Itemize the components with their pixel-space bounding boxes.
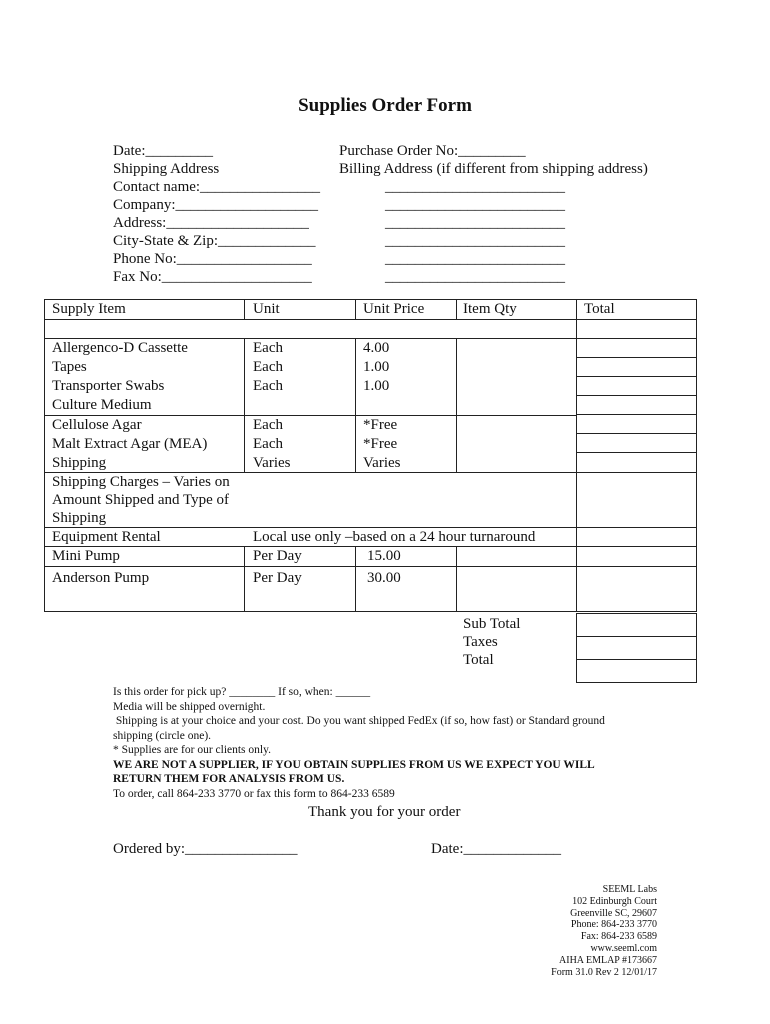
page-title: Supplies Order Form bbox=[298, 95, 472, 116]
header-unit-price: Unit Price bbox=[363, 301, 425, 317]
contact-name-field[interactable]: Contact name:________________ bbox=[113, 179, 321, 195]
address-field[interactable]: Address:___________________ bbox=[113, 215, 309, 231]
billing-line[interactable]: ________________________ bbox=[385, 179, 565, 195]
total-cell[interactable] bbox=[576, 527, 697, 547]
table-row-item: Culture Medium bbox=[52, 397, 152, 413]
table-row-item: Malt Extract Agar (MEA) bbox=[52, 436, 208, 452]
shipping-address-label: Shipping Address bbox=[113, 161, 220, 177]
equipment-rental-note: Local use only –based on a 24 hour turnaround bbox=[253, 529, 536, 545]
order-date-field[interactable]: Date:_____________ bbox=[431, 841, 561, 857]
subtotal-label: Sub Total bbox=[463, 616, 521, 632]
table-row-unit: Varies bbox=[253, 455, 291, 471]
table-row-unit: Each bbox=[253, 417, 283, 433]
total-cell[interactable] bbox=[576, 319, 697, 339]
total-label: Total bbox=[463, 652, 494, 668]
supplier-warning-cont: RETURN THEM FOR ANALYSIS FROM US. bbox=[113, 773, 345, 785]
table-row-unit: Each bbox=[253, 340, 283, 356]
billing-info bbox=[339, 142, 648, 178]
company-field[interactable]: Company:___________________ bbox=[113, 197, 318, 213]
form-version: Form 31.0 Rev 2 12/01/17 bbox=[551, 966, 657, 978]
lab-address-block bbox=[551, 884, 657, 978]
customer-info bbox=[113, 142, 320, 286]
table-row-item: Equipment Rental bbox=[52, 529, 161, 545]
supplier-warning: WE ARE NOT A SUPPLIER, IF YOU OBTAIN SUPPLIES FROM US WE EXPECT YOU WILL bbox=[113, 758, 595, 771]
billing-line[interactable]: ________________________ bbox=[385, 233, 565, 249]
total-cell[interactable] bbox=[576, 546, 697, 567]
table-row-item: Allergenco-D Cassette bbox=[52, 340, 188, 356]
table-row-item: Shipping bbox=[52, 455, 107, 471]
taxes-cell[interactable] bbox=[576, 636, 697, 660]
ordered-by-field[interactable]: Ordered by:_______________ bbox=[113, 841, 298, 857]
shipping-choice-note: Shipping is at your choice and your cost. Do you want shipped FedEx (if so, how fast) or Standard ground bbox=[113, 715, 605, 727]
billing-line[interactable]: ________________________ bbox=[385, 197, 565, 213]
thank-you-text: Thank you for your order bbox=[308, 804, 461, 820]
table-row-price: 15.00 bbox=[367, 548, 401, 564]
order-notes bbox=[113, 685, 605, 801]
fax-field[interactable]: Fax No:____________________ bbox=[113, 269, 312, 285]
shipping-choice-note-cont: shipping (circle one). bbox=[113, 729, 212, 742]
lab-website: www.seeml.com bbox=[590, 942, 657, 954]
table-row-price: 30.00 bbox=[367, 570, 401, 586]
total-cell[interactable] bbox=[576, 566, 697, 612]
table-row-unit: Each bbox=[253, 359, 283, 375]
table-row-unit: Each bbox=[253, 436, 283, 452]
clients-only-note: * Supplies are for our clients only. bbox=[113, 744, 271, 756]
table-row-unit: Each bbox=[253, 378, 283, 394]
taxes-label: Taxes bbox=[463, 634, 498, 650]
table-row-item: Mini Pump bbox=[52, 548, 120, 564]
table-row-item: Cellulose Agar bbox=[52, 417, 142, 433]
billing-line[interactable]: ________________________ bbox=[385, 215, 565, 231]
header-total: Total bbox=[584, 301, 615, 317]
lab-accreditation: AIHA EMLAP #173667 bbox=[559, 954, 657, 966]
purchase-order-field[interactable]: Purchase Order No:_________ bbox=[339, 143, 526, 159]
lab-name: SEEML Labs bbox=[602, 884, 657, 895]
summary-labels bbox=[463, 615, 520, 669]
lab-city: Greenville SC, 29607 bbox=[570, 907, 657, 919]
billing-address-label: Billing Address (if different from shipping address) bbox=[339, 161, 648, 177]
city-state-zip-field[interactable]: City-State & Zip:_____________ bbox=[113, 233, 316, 249]
pickup-question[interactable]: Is this order for pick up? ________ If so, when: ______ bbox=[113, 686, 371, 698]
table-row-unit: Per Day bbox=[253, 548, 302, 564]
table-row-item: Tapes bbox=[52, 359, 87, 375]
header-unit: Unit bbox=[253, 301, 280, 317]
order-contact-info: To order, call 864-233 3770 or fax this form to 864-233 6589 bbox=[113, 787, 395, 800]
billing-line[interactable]: ________________________ bbox=[385, 251, 565, 267]
total-cell[interactable] bbox=[576, 472, 697, 528]
billing-lines bbox=[385, 178, 565, 286]
table-row-price: 1.00 bbox=[363, 378, 390, 394]
billing-line[interactable]: ________________________ bbox=[385, 269, 565, 285]
header-supply-item: Supply Item bbox=[52, 301, 126, 317]
lab-street: 102 Edinburgh Court bbox=[572, 895, 657, 907]
subtotal-cell[interactable] bbox=[576, 613, 697, 637]
shipping-charges-note: Shipping Charges – Varies on Amount Shipped and Type of Shipping bbox=[52, 474, 230, 526]
total-cell[interactable] bbox=[576, 452, 697, 473]
table-row-price: 4.00 bbox=[363, 340, 390, 356]
lab-phone: Phone: 864-233 3770 bbox=[570, 919, 657, 931]
total-cell[interactable] bbox=[576, 433, 697, 453]
phone-field[interactable]: Phone No:__________________ bbox=[113, 251, 312, 267]
total-cell[interactable] bbox=[576, 414, 697, 434]
total-cell[interactable] bbox=[576, 376, 697, 396]
table-row-price: *Free bbox=[363, 417, 398, 433]
table-row-unit: Per Day bbox=[253, 570, 302, 586]
table-row-price: 1.00 bbox=[363, 359, 390, 375]
date-field[interactable]: Date:_________ bbox=[113, 143, 213, 159]
total-cell[interactable] bbox=[576, 357, 697, 377]
table-row-item: Anderson Pump bbox=[52, 570, 150, 586]
table-row-price: *Free bbox=[363, 436, 398, 452]
grand-total-cell[interactable] bbox=[576, 659, 697, 683]
table-row-item: Transporter Swabs bbox=[52, 378, 165, 394]
media-note: Media will be shipped overnight. bbox=[113, 700, 266, 713]
header-item-qty: Item Qty bbox=[463, 301, 517, 317]
total-cell[interactable] bbox=[576, 395, 697, 415]
total-cell[interactable] bbox=[576, 338, 697, 358]
lab-fax: Fax: 864-233 6589 bbox=[580, 931, 657, 943]
table-row-price: Varies bbox=[363, 455, 401, 471]
